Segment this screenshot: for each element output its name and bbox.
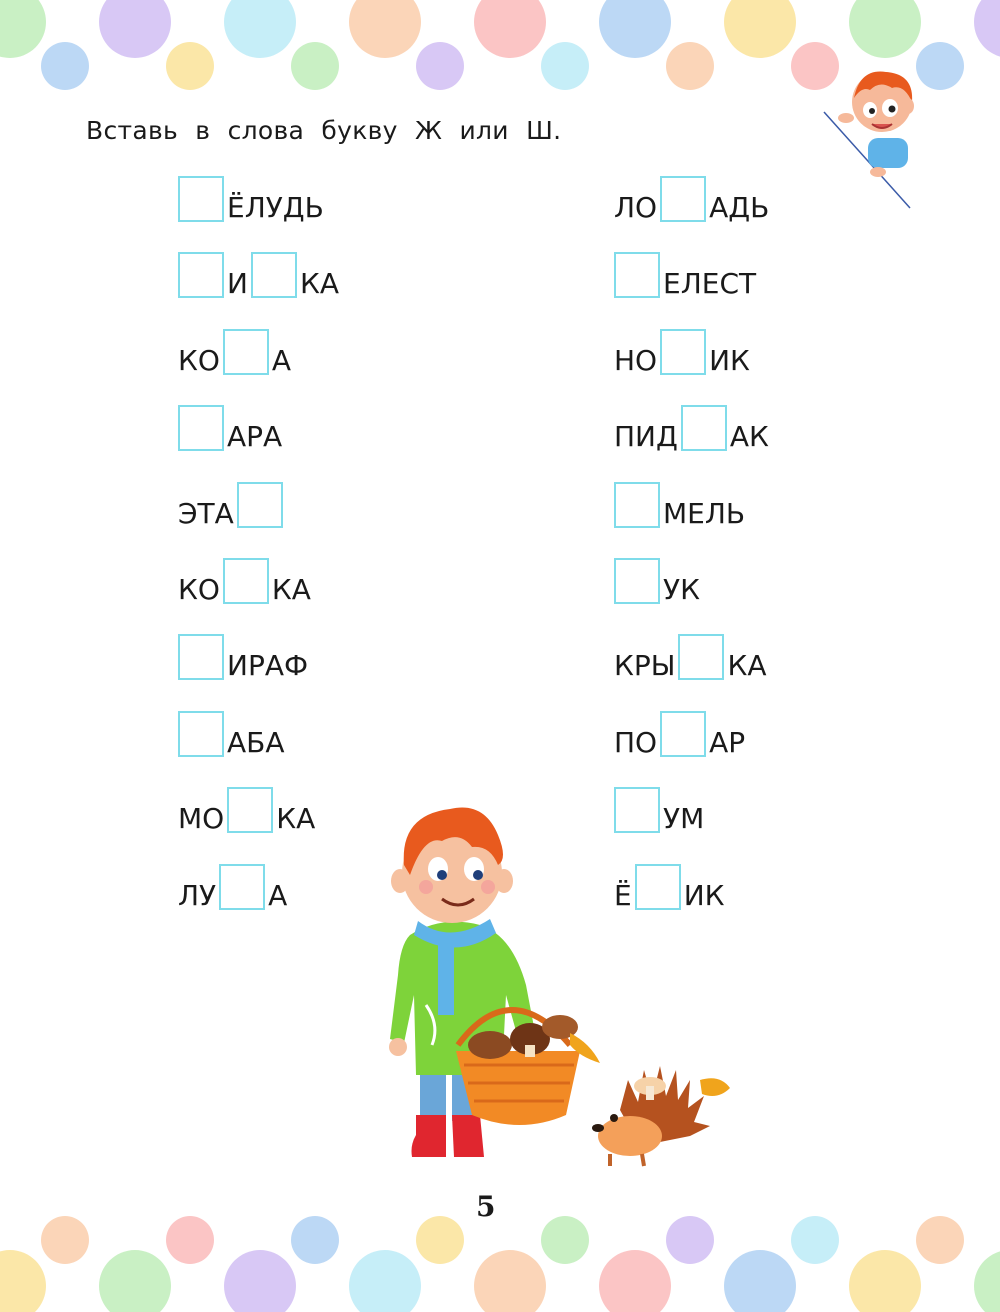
word-part: УМ (663, 802, 705, 836)
letter-blank-box[interactable] (614, 787, 660, 833)
word-part: ИК (709, 343, 750, 377)
letter-blank-box[interactable] (635, 864, 681, 910)
word-part: ЭТА (178, 496, 234, 530)
decorative-dot (849, 1250, 921, 1312)
decorative-dot (541, 1216, 589, 1264)
decorative-dot (41, 42, 89, 90)
decorative-dot (224, 1250, 296, 1312)
decorative-dot (974, 1250, 1000, 1312)
boy-with-mushroom-basket-icon (380, 795, 610, 1170)
decorative-dot (974, 0, 1000, 58)
word-part: И (227, 267, 248, 301)
letter-blank-box[interactable] (178, 711, 224, 757)
right-word-2 (614, 248, 757, 301)
right-word-1 (614, 172, 769, 222)
word-part: МЕЛЬ (663, 496, 746, 530)
decorative-dot (599, 1250, 671, 1312)
word-part: МО (178, 802, 225, 836)
decorative-dot (791, 1216, 839, 1264)
word-part: КА (299, 267, 339, 301)
right-word-8 (614, 707, 745, 757)
left-word-1 (178, 172, 324, 222)
decorative-dot (474, 1250, 546, 1312)
letter-blank-box[interactable] (178, 176, 224, 222)
left-word-2 (178, 248, 339, 301)
word-part: КА (727, 649, 767, 683)
right-word-6 (614, 554, 700, 604)
letter-blank-box[interactable] (681, 405, 727, 451)
decorative-dot (166, 42, 214, 90)
word-part: АДЬ (709, 191, 770, 224)
decorative-dot (224, 0, 296, 58)
decorative-dot (916, 1216, 964, 1264)
letter-blank-box[interactable] (227, 787, 273, 833)
word-part: АК (729, 420, 769, 454)
right-word-7 (614, 630, 767, 683)
word-part: АБА (227, 725, 285, 759)
word-part: УК (663, 573, 700, 606)
letter-blank-box[interactable] (614, 252, 660, 298)
hedgehog-icon (580, 1050, 740, 1170)
letter-blank-box[interactable] (223, 329, 269, 375)
decorative-dot (349, 0, 421, 58)
letter-blank-box[interactable] (219, 864, 265, 910)
letter-blank-box[interactable] (251, 252, 297, 298)
letter-blank-box[interactable] (660, 711, 706, 757)
letter-blank-box[interactable] (678, 634, 724, 680)
decorative-dot (291, 42, 339, 90)
decorative-dot (99, 1250, 171, 1312)
decorative-dot (41, 1216, 89, 1264)
decorative-dot (916, 42, 964, 90)
right-word-4 (614, 401, 769, 454)
decorative-dot (541, 42, 589, 90)
word-part: КО (178, 573, 220, 606)
letter-blank-box[interactable] (614, 482, 660, 528)
bottom-dot-border (0, 1182, 1000, 1312)
word-part: ИРАФ (227, 649, 309, 683)
word-part: ЁЛУДЬ (227, 191, 324, 224)
decorative-dot (0, 1250, 46, 1312)
decorative-dot (849, 0, 921, 58)
right-word-5 (614, 478, 745, 528)
left-word-9 (178, 783, 316, 836)
letter-blank-box[interactable] (178, 405, 224, 451)
word-part: ИК (683, 878, 725, 912)
word-part: ЕЛЕСТ (663, 267, 757, 301)
word-part: КА (276, 802, 316, 836)
word-part: АРА (227, 420, 283, 454)
decorative-dot (99, 0, 171, 58)
word-part: ПО (614, 725, 658, 759)
decorative-dot (724, 1250, 796, 1312)
letter-blank-box[interactable] (660, 176, 706, 222)
boy-peeking-icon (820, 60, 920, 210)
word-part: ЛО (614, 191, 658, 224)
letter-blank-box[interactable] (178, 634, 224, 680)
decorative-dot (291, 1216, 339, 1264)
task-instruction: Вставь в слова букву Ж или Ш. (86, 116, 562, 145)
word-part: НО (614, 343, 658, 377)
left-word-4 (178, 401, 283, 454)
decorative-dot (349, 1250, 421, 1312)
left-word-3 (178, 325, 291, 375)
word-part: КРЫ (614, 649, 676, 683)
letter-blank-box[interactable] (660, 329, 706, 375)
right-word-10 (614, 860, 725, 910)
right-word-3 (614, 325, 750, 375)
letter-blank-box[interactable] (178, 252, 224, 298)
word-part: А (268, 878, 288, 912)
left-word-8 (178, 707, 285, 757)
decorative-dot (666, 42, 714, 90)
decorative-dot (724, 0, 796, 58)
word-part: КО (178, 343, 220, 377)
word-part: КА (271, 573, 311, 606)
decorative-dot (666, 1216, 714, 1264)
decorative-dot (474, 0, 546, 58)
decorative-dot (0, 0, 46, 58)
decorative-dot (166, 1216, 214, 1264)
word-part: ПИД (614, 420, 678, 454)
page-number: 5 (476, 1190, 496, 1223)
decorative-dot (416, 1216, 464, 1264)
left-word-7 (178, 630, 309, 683)
decorative-dot (416, 42, 464, 90)
word-part: АР (709, 725, 746, 759)
letter-blank-box[interactable] (223, 558, 269, 604)
right-word-9 (614, 783, 705, 836)
word-part: А (271, 343, 292, 377)
letter-blank-box[interactable] (614, 558, 660, 604)
word-part: ЛУ (178, 878, 217, 912)
left-word-10 (178, 860, 287, 910)
decorative-dot (599, 0, 671, 58)
letter-blank-box[interactable] (237, 482, 283, 528)
left-word-5 (178, 478, 286, 528)
left-word-6 (178, 554, 311, 604)
word-part: Ё (614, 878, 632, 912)
